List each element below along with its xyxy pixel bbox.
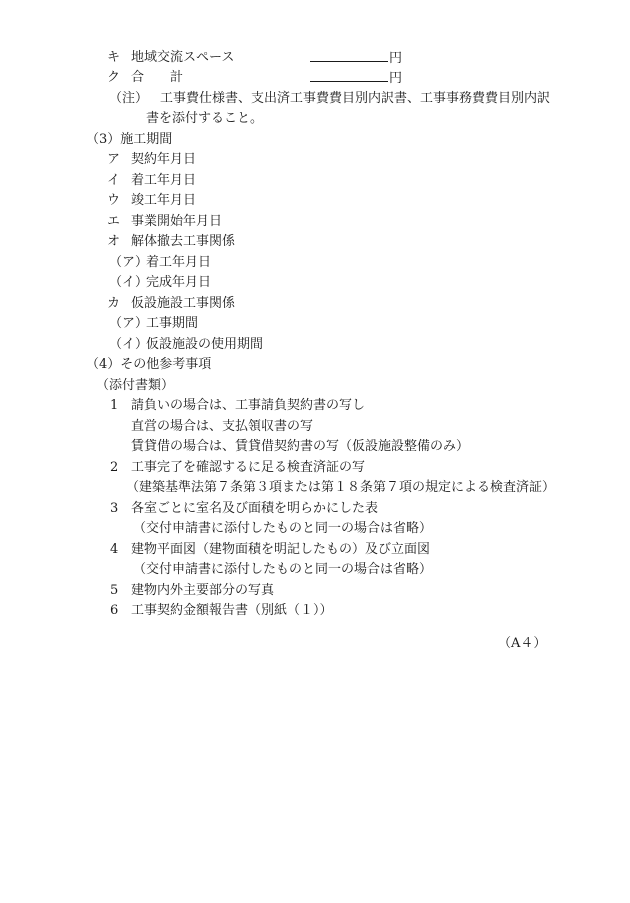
doc-2-num: [110, 460, 118, 476]
doc-text: 直営の場合は、支払領収書の写: [131, 419, 314, 434]
item-mark: オ: [107, 234, 121, 249]
s3-item-u: [107, 193, 120, 209]
doc-3-num: [110, 501, 118, 517]
row-ku: [107, 70, 120, 86]
doc-text: 工事契約金額報告書（別紙（１））: [131, 603, 333, 618]
doc-text: （交付申請書に添付したものと同一の場合は省略）: [133, 521, 433, 536]
s3-item-o: [107, 234, 120, 250]
doc-number: 5: [110, 583, 119, 598]
item-text: 契約年月日: [131, 152, 197, 167]
row-ku-label: [131, 70, 183, 86]
s3-sub-i-2: [109, 337, 148, 353]
item-mark: エ: [107, 214, 121, 229]
note-line-2: [146, 111, 263, 127]
s3-item-i: [107, 173, 120, 189]
item-mark: （イ）: [109, 337, 149, 352]
doc-2-text: [131, 460, 365, 476]
row-ki: [107, 50, 120, 66]
section-4-heading: [86, 357, 211, 373]
doc-4-line-2: [133, 562, 432, 578]
s3-sub-a-1: [109, 255, 148, 271]
doc-3-text: [131, 501, 378, 517]
doc-4-text: [131, 542, 430, 558]
doc-1-line-2: [131, 419, 313, 435]
note-mark: （注）: [109, 91, 149, 106]
doc-number: 6: [110, 603, 119, 618]
s3-sub-i-1-text: [146, 275, 211, 291]
item-text: 仮設施設工事関係: [131, 296, 236, 311]
doc-number: 1: [110, 398, 119, 413]
doc-number: 3: [110, 501, 119, 516]
doc-number: 2: [110, 460, 119, 475]
doc-text: 建物平面図（建物面積を明記したもの）及び立面図: [131, 542, 431, 557]
item-mark: （ア）: [109, 316, 149, 331]
item-text: 解体撤去工事関係: [131, 234, 236, 249]
item-text: 工事期間: [146, 316, 199, 331]
note-text: 工事費仕様書、支出済工事費費目別内訳書、工事事務費費目別内訳: [160, 91, 551, 106]
attachments-subheading: [96, 378, 174, 394]
section-heading: （3）施工期間: [86, 132, 173, 147]
doc-5-num: [110, 583, 118, 599]
amount-blank: [310, 50, 388, 62]
item-mark: イ: [107, 173, 121, 188]
item-text: 竣工年月日: [131, 193, 197, 208]
item-mark: （イ）: [109, 275, 149, 290]
doc-2-line-2: [126, 480, 555, 496]
doc-1-num: [110, 398, 118, 414]
row-ku-amount: [310, 70, 402, 86]
item-text: 仮設施設の使用期間: [146, 337, 264, 352]
doc-text: （交付申請書に添付したものと同一の場合は省略）: [133, 562, 433, 577]
s3-item-a: [107, 152, 120, 168]
yen-unit: 円: [389, 51, 403, 66]
doc-text: （建築基準法第７条第３項または第１８条第７項の規定による検査済証）: [126, 480, 556, 495]
note-line-1: [160, 91, 550, 107]
s3-sub-a-1-text: [146, 255, 211, 271]
doc-text: 建物内外主要部分の写真: [131, 583, 275, 598]
s3-item-e-text: [131, 214, 222, 230]
doc-6-text: [131, 603, 333, 619]
item-text: 着工年月日: [146, 255, 212, 270]
doc-3-line-2: [133, 521, 432, 537]
doc-1-line-3: [131, 439, 469, 455]
doc-4-num: [110, 542, 118, 558]
row-ki-amount: [310, 50, 402, 66]
item-mark: ウ: [107, 193, 121, 208]
s3-item-ka: [107, 296, 120, 312]
note-text: 書を添付すること。: [146, 111, 264, 126]
doc-text: 各室ごとに室名及び面積を明らかにした表: [131, 501, 379, 516]
item-label: 地域交流スペース: [131, 50, 235, 65]
paper-size-label: [498, 636, 546, 652]
s3-item-u-text: [131, 193, 196, 209]
yen-unit: 円: [389, 71, 403, 86]
row-ki-label: [131, 50, 234, 66]
doc-text: 請負いの場合は、工事請負契約書の写し: [131, 398, 366, 413]
item-text: 着工年月日: [131, 173, 197, 188]
s3-sub-a-2-text: [146, 316, 198, 332]
amount-blank: [310, 70, 388, 82]
item-mark: カ: [107, 296, 121, 311]
item-mark: （ア）: [109, 255, 149, 270]
item-mark: キ: [107, 50, 121, 65]
doc-text: 工事完了を確認するに足る検査済証の写: [131, 460, 366, 475]
s3-item-i-text: [131, 173, 196, 189]
item-text: 事業開始年月日: [131, 214, 223, 229]
item-mark: ア: [107, 152, 121, 167]
doc-6-num: [110, 603, 118, 619]
subheading: （添付書類）: [96, 378, 175, 393]
item-text: 完成年月日: [146, 275, 212, 290]
s3-sub-i-2-text: [146, 337, 263, 353]
note-mark-row: [109, 91, 148, 107]
doc-text: 賃貸借の場合は、賃貸借契約書の写（仮設施設整備のみ）: [131, 439, 470, 454]
s3-item-e: [107, 214, 120, 230]
total-label: 合 計: [131, 70, 184, 85]
doc-1-text: [131, 398, 365, 414]
s3-sub-i-1: [109, 275, 148, 291]
item-mark: ク: [107, 70, 121, 85]
s3-item-ka-text: [131, 296, 235, 312]
s3-item-a-text: [131, 152, 196, 168]
section-heading: （4）その他参考事項: [86, 357, 212, 372]
s3-sub-a-2: [109, 316, 148, 332]
s3-item-o-text: [131, 234, 235, 250]
doc-5-text: [131, 583, 274, 599]
doc-number: 4: [110, 542, 119, 557]
section-3-heading: [86, 132, 172, 148]
paper-size: （A４）: [498, 636, 547, 651]
